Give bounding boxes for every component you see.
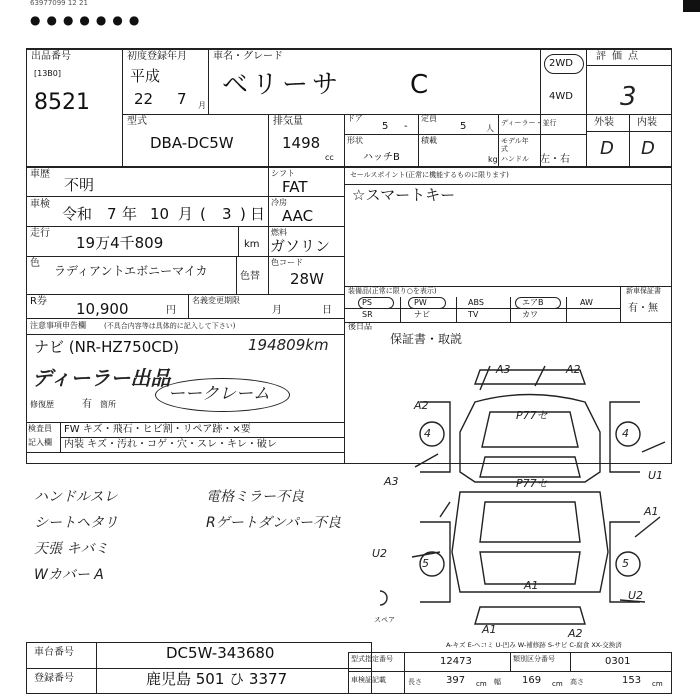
first-reg-year: 22 bbox=[134, 90, 154, 108]
model-cat-value: 12473 bbox=[440, 656, 472, 667]
handwritten-note: 天張 キバミ bbox=[34, 541, 109, 557]
handle-value: 左・右 bbox=[540, 154, 570, 165]
inspection-year-unit: 年 bbox=[122, 205, 138, 223]
first-reg-month-unit: 月 bbox=[198, 101, 206, 110]
seats-value: 5 bbox=[460, 121, 467, 132]
damage-mark: 4 bbox=[622, 427, 629, 440]
damage-mark: A1 bbox=[524, 579, 539, 592]
damage-mark: P77セ bbox=[516, 477, 548, 490]
car-front-top bbox=[460, 395, 600, 483]
inspector-row1: FW キズ・飛石・ヒビ割・リペア跡・×要 bbox=[64, 424, 251, 435]
doors-value: 5 bbox=[382, 121, 389, 132]
damage-mark: U2 bbox=[628, 589, 644, 602]
color-label: 色 bbox=[30, 258, 40, 269]
transfer-label: 名義変更期限 bbox=[192, 296, 240, 305]
spare-label: スペア bbox=[374, 616, 395, 624]
damage-mark: A1 bbox=[644, 505, 659, 518]
inspector-row2: 内装 キズ・汚れ・コゲ・穴・スレ・キレ・破レ bbox=[64, 439, 277, 450]
displacement-label: 排気量 bbox=[273, 116, 303, 127]
color-change-label: 色替 bbox=[240, 271, 260, 282]
recycle-label: R券 bbox=[30, 296, 47, 307]
seats-label: 定員 bbox=[421, 114, 437, 123]
car-grade: C bbox=[410, 70, 429, 100]
rear-bumper bbox=[475, 607, 585, 624]
handle-label: ハンドル bbox=[501, 155, 529, 163]
first-reg-month: 7 bbox=[177, 90, 187, 108]
width-value: 169 bbox=[522, 675, 542, 686]
score-value: 3 bbox=[620, 82, 637, 112]
inspection-year: 7 bbox=[107, 205, 117, 223]
handwritten-note: シートヘタリ bbox=[34, 515, 118, 531]
length-value: 397 bbox=[446, 675, 466, 686]
inspection-day-close: ) bbox=[240, 205, 246, 223]
mileage-unit: km bbox=[244, 239, 260, 250]
recycle-value: 10,900 bbox=[76, 300, 129, 318]
model-label: 型式 bbox=[127, 116, 147, 127]
lot-sub: [13B0] bbox=[34, 69, 61, 78]
docs-label: 後日品 bbox=[348, 322, 372, 331]
drive-2wd: 2WD bbox=[549, 58, 573, 69]
seats-unit: 人 bbox=[486, 124, 494, 133]
equip-item: カワ bbox=[522, 310, 538, 319]
dealer-mark: ディーラー出品 bbox=[32, 366, 171, 390]
damage-mark: A2 bbox=[568, 627, 583, 640]
top-strip-text: 63977099 12 21 bbox=[30, 0, 88, 7]
first-reg-era: 平成 bbox=[130, 67, 161, 85]
inspection-day-open: ( bbox=[200, 205, 206, 223]
cert-label: 車検証記載 bbox=[351, 676, 386, 684]
damage-mark: A3 bbox=[384, 475, 399, 488]
length-label: 長さ bbox=[408, 678, 422, 686]
corner-mark bbox=[683, 0, 700, 12]
inspection-era: 令和 bbox=[62, 205, 93, 223]
int-score: D bbox=[641, 138, 655, 159]
int-label: 内装 bbox=[637, 117, 657, 128]
car-label: 車名・グレード bbox=[213, 51, 283, 62]
handwritten-note: 電格ミラー不良 bbox=[206, 489, 304, 505]
handwritten-repair: ーークレーム bbox=[168, 384, 270, 404]
chassis-label: 車台番号 bbox=[34, 647, 74, 658]
handwritten-note: ハンドルスレ bbox=[34, 489, 118, 505]
inspector-label2: 記入欄 bbox=[28, 438, 52, 447]
equip-item: AW bbox=[580, 298, 593, 307]
handwritten-note: Wカバー A bbox=[34, 567, 104, 583]
mileage-value: 19万4千809 bbox=[76, 234, 164, 252]
ext-score: D bbox=[600, 138, 614, 159]
equip-item: ナビ bbox=[414, 310, 430, 319]
doors-dash: - bbox=[404, 121, 408, 132]
damage-mark: U1 bbox=[648, 469, 664, 482]
body-label: 形状 bbox=[347, 136, 363, 145]
shift-label: シフト bbox=[271, 169, 295, 178]
model-cat-label: 型式指定番号 bbox=[351, 655, 393, 663]
dealer-label: ディーラー・並行 bbox=[501, 119, 557, 127]
load-unit: kg bbox=[488, 155, 498, 164]
transfer-month-unit: 月 bbox=[272, 305, 282, 316]
notes-label: 注意事項申告欄 bbox=[30, 321, 86, 330]
drive-4wd: 4WD bbox=[549, 91, 573, 102]
handwritten-mileage: 194809km bbox=[248, 336, 329, 354]
repair-label: 修復歴 bbox=[30, 400, 54, 409]
equipment-label: 装備品(正常に限り○を表示) bbox=[348, 287, 437, 295]
lot-label: 出品番号 bbox=[31, 51, 71, 62]
legend: A-キズ E-ヘコミ U-凹み W-補修跡 S-サビ C-腐食 XX-交換済 bbox=[446, 641, 622, 649]
equip-item: エアB bbox=[522, 298, 544, 307]
inspection-day-unit: 日 bbox=[250, 205, 266, 223]
plate-label: 登録番号 bbox=[34, 673, 74, 684]
color-code-label: 色コード bbox=[271, 258, 303, 267]
color-value: ラディアントエボニーマイカ bbox=[54, 264, 208, 278]
height-value: 153 bbox=[622, 675, 642, 686]
roof bbox=[480, 502, 580, 542]
height-unit: cm bbox=[652, 680, 663, 688]
equip-item: PS bbox=[362, 298, 372, 307]
inspector-label: 検査員 bbox=[28, 424, 52, 433]
repair-part: 箇所 bbox=[100, 400, 116, 409]
first-reg-label: 初度登録年月 bbox=[127, 51, 187, 62]
color-code: 28W bbox=[290, 270, 324, 288]
handwritten-note: Rゲートダンパー不良 bbox=[206, 515, 341, 531]
height-label: 高さ bbox=[570, 678, 584, 686]
damage-mark: 5 bbox=[422, 557, 429, 570]
ac-label: 冷房 bbox=[271, 198, 287, 207]
ext-label: 外装 bbox=[594, 117, 614, 128]
model-value: DBA-DC5W bbox=[150, 134, 234, 152]
inspection-month-unit: 月 bbox=[178, 205, 194, 223]
navi-note: ナビ (NR-HZ750CD) bbox=[34, 338, 180, 356]
damage-mark: U2 bbox=[372, 547, 388, 560]
inspection-label: 車検 bbox=[30, 199, 50, 210]
lot-number: 8521 bbox=[34, 90, 90, 115]
car-name: ベリーサ bbox=[222, 70, 343, 100]
width-unit: cm bbox=[552, 680, 563, 688]
transfer-day-unit: 日 bbox=[322, 305, 332, 316]
fuel-label: 燃料 bbox=[271, 228, 287, 237]
damage-mark: A2 bbox=[566, 363, 581, 376]
displacement-value: 1498 bbox=[282, 134, 321, 152]
history-value: 不明 bbox=[64, 176, 95, 194]
fuel-value: ガソリン bbox=[270, 237, 331, 255]
sales-label: セールスポイント(正常に機能するものに限ります) bbox=[350, 171, 509, 179]
ac-value: AAC bbox=[282, 207, 314, 225]
shift-value: FAT bbox=[282, 178, 308, 196]
width-label: 幅 bbox=[494, 678, 501, 686]
recycle-unit: 円 bbox=[166, 305, 176, 316]
plate-value: 鹿児島 501 ひ 3377 bbox=[146, 670, 288, 688]
chassis-value: DC5W-343680 bbox=[166, 644, 275, 662]
mileage-label: 走行 bbox=[30, 228, 50, 239]
inspection-month: 10 bbox=[150, 205, 170, 223]
load-label: 積載 bbox=[421, 136, 437, 145]
notes-sublabel: (不具合内容等は具体的に記入して下さい) bbox=[104, 322, 236, 330]
equip-item: PW bbox=[414, 298, 427, 307]
repair-value: 有 bbox=[82, 399, 92, 410]
history-label: 車歴 bbox=[30, 169, 50, 180]
docs-value: 保証書・取説 bbox=[390, 332, 463, 346]
damage-mark: 4 bbox=[424, 427, 431, 440]
damage-mark: A3 bbox=[496, 363, 511, 376]
length-unit: cm bbox=[476, 680, 487, 688]
equip-item: TV bbox=[468, 310, 479, 319]
damage-mark: P77セ bbox=[516, 409, 548, 422]
equip-item: SR bbox=[362, 310, 373, 319]
inspection-day: 3 bbox=[222, 205, 232, 223]
model-year-label: モデル年式 bbox=[501, 137, 529, 153]
warranty-value: 有・無 bbox=[628, 303, 658, 314]
damage-mark: A2 bbox=[414, 399, 429, 412]
equip-item: ABS bbox=[468, 298, 484, 307]
displacement-unit: cc bbox=[325, 153, 334, 162]
class-value: 0301 bbox=[605, 656, 631, 667]
damage-mark: 5 bbox=[622, 557, 629, 570]
body-value: ハッチB bbox=[363, 152, 400, 163]
warranty-label: 新車保証書 bbox=[626, 287, 661, 295]
damage-mark: A1 bbox=[482, 623, 497, 636]
class-label: 類別区分番号 bbox=[513, 655, 555, 663]
score-label: 評価点 bbox=[596, 51, 644, 62]
doors-label: ドア bbox=[347, 114, 363, 123]
sales-value: ☆スマートキー bbox=[352, 186, 456, 204]
top-dots: ●●●●●●● bbox=[30, 13, 146, 27]
